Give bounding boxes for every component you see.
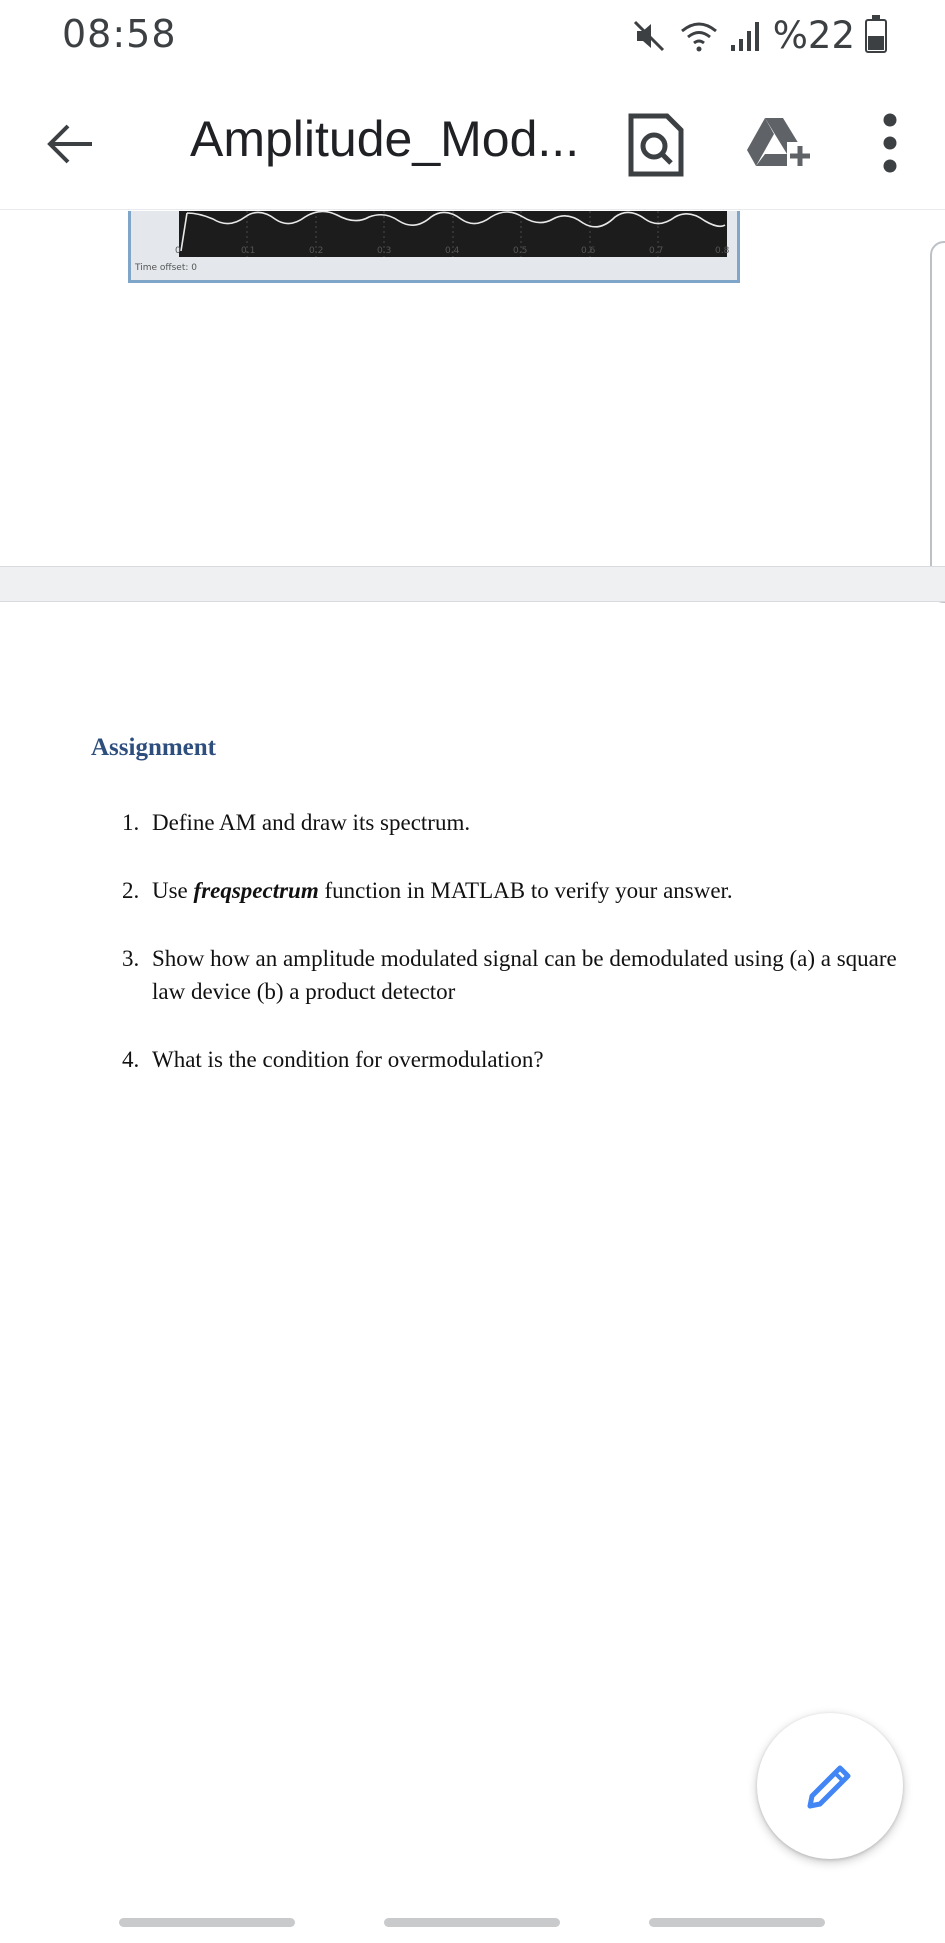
pencil-edit-icon [800,1756,860,1816]
document-viewer[interactable] [0,211,945,1871]
mute-icon [631,18,669,54]
x-tick-label: 0.6 [581,246,596,256]
fast-scroll-handle[interactable] [930,241,945,603]
item-text: Show how an amplitude modulated signal can be demodulated using (a) a square law device (b) a product detector [152,946,897,1004]
list-item [122,942,902,1008]
wifi-icon [679,19,719,53]
app-bar [0,72,945,210]
time-offset-value: 0 [191,263,197,273]
x-tick-label: 0.4 [445,246,460,256]
document-preview-icon [625,102,687,180]
recent-apps-button[interactable] [119,1918,295,1927]
list-item [122,1043,902,1076]
x-tick-label: 0.2 [309,246,324,256]
status-icons [631,14,887,57]
time-offset-label [135,263,197,273]
back-nav-button[interactable] [649,1918,825,1927]
scope-figure [128,211,740,283]
back-button[interactable] [42,116,98,172]
status-time: 08:58 [62,12,177,56]
battery-icon [865,19,887,53]
back-arrow-icon [42,116,98,172]
list-item [122,806,902,839]
battery-percent: %22 [772,14,855,57]
x-tick-label: 0.5 [513,246,528,256]
x-tick-label: 0.3 [377,246,392,256]
item-number: 2. [122,878,140,903]
x-tick-label: 0.7 [649,246,664,256]
more-options-button[interactable] [870,108,910,178]
document-title: Amplitude_Mod... [190,111,580,167]
x-tick-label: 0.1 [241,246,256,256]
assignment-heading: Assignment [91,734,217,761]
item-number: 1. [122,810,140,835]
item-number: 4. [122,1047,140,1072]
drive-add-icon [743,102,815,180]
x-tick-label: 0.8 [715,246,730,256]
page-separator [0,566,945,602]
x-tick-label: 0 [175,246,181,256]
document-preview-button[interactable] [625,102,687,180]
signal-icon [729,19,763,53]
edit-button[interactable] [757,1713,903,1859]
list-item [122,874,902,907]
status-bar [0,0,945,72]
item-text-pre: Use [152,878,194,903]
function-name: freqspectrum [193,878,319,903]
add-to-drive-button[interactable] [743,102,815,180]
assignment-list [122,806,902,1111]
item-text: Define AM and draw its spectrum. [152,810,471,835]
time-offset-text: Time offset: [135,263,189,273]
item-text: What is the condition for overmodulation? [152,1047,544,1072]
more-vert-icon [870,108,910,178]
item-number: 3. [122,946,140,971]
home-button[interactable] [384,1918,560,1927]
system-nav-bar [0,1900,945,1943]
item-text-post: function in MATLAB to verify your answer. [318,878,733,903]
